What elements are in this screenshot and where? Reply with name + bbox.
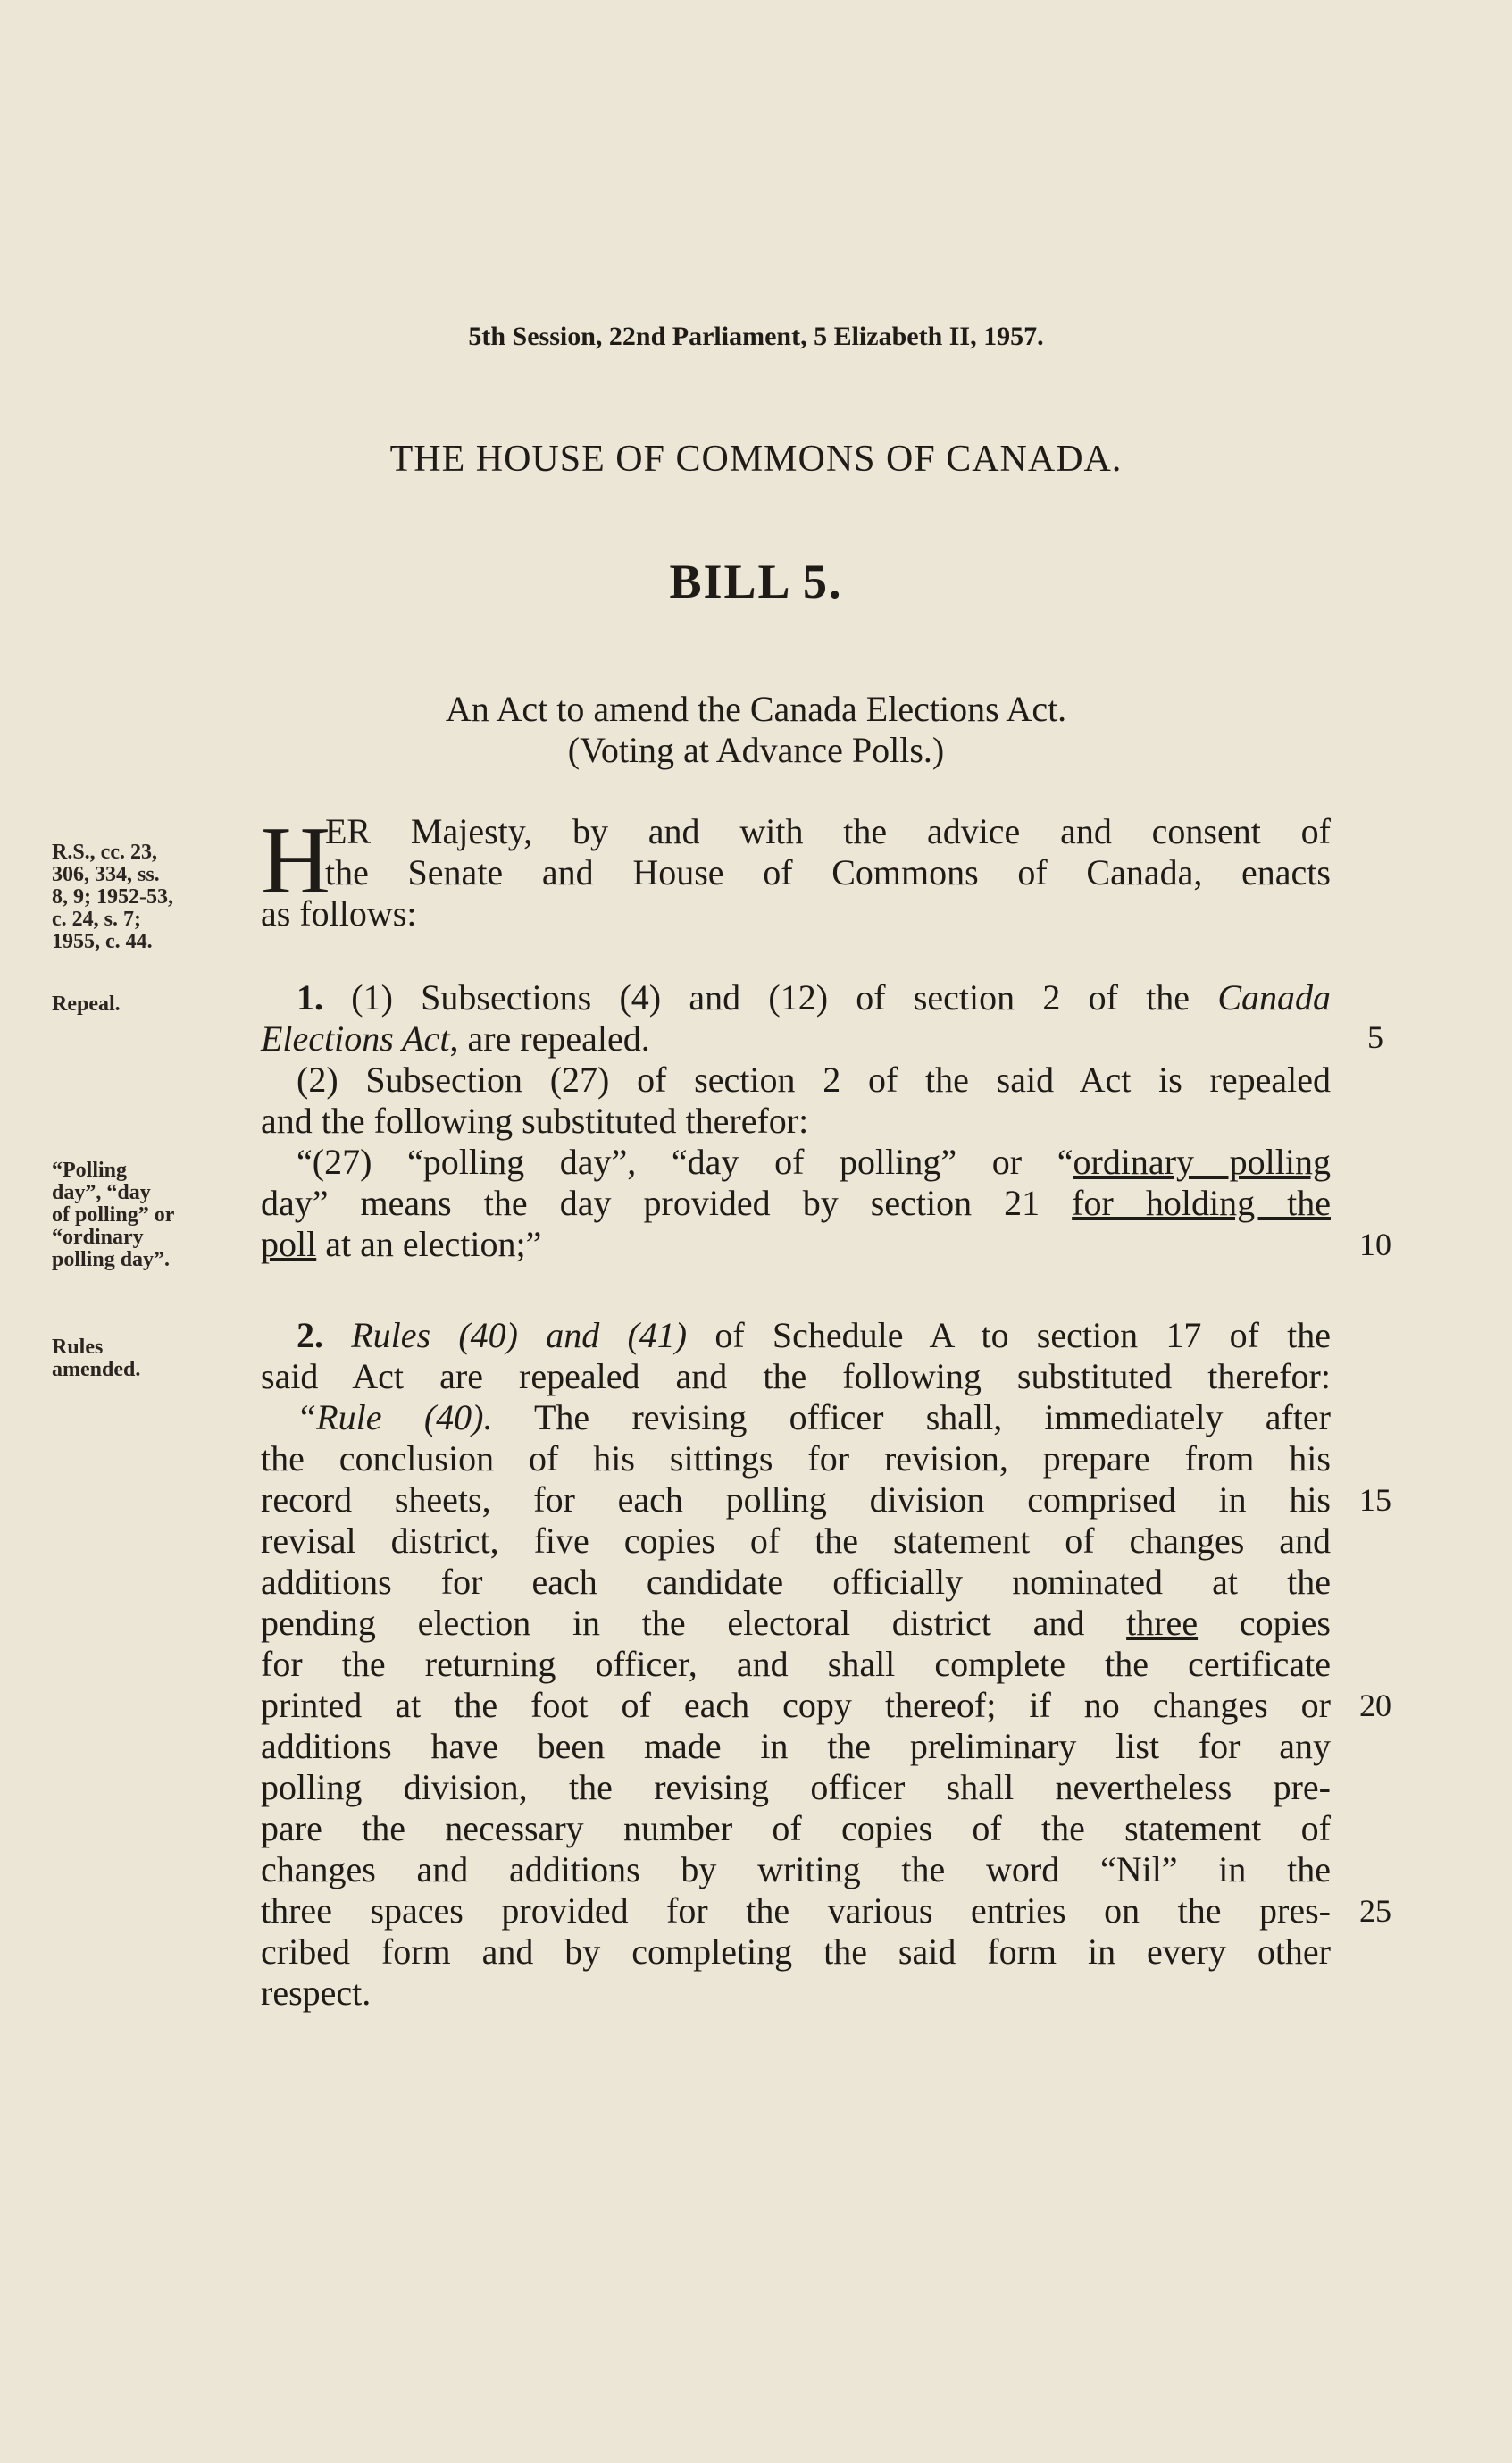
line-number: 20: [1359, 1688, 1391, 1723]
section1-line-5: “(27) “polling day”, “day of polling” or “ordinary polling: [297, 1142, 1331, 1182]
section-number: 1.: [297, 977, 323, 1018]
section2-line-11: additions have been made in the preliminary list for any: [261, 1726, 1331, 1766]
session-heading: 5th Session, 22nd Parliament, 5 Elizabeth II, 1957.: [468, 322, 1044, 351]
section2-line-5: record sheets, for each polling division comprised in his: [261, 1479, 1331, 1520]
enacting-line-3: as follows:: [261, 893, 417, 934]
line-number: 15: [1359, 1482, 1391, 1518]
bill-number: BILL 5.: [669, 555, 843, 608]
act-subtitle: (Voting at Advance Polls.): [567, 730, 945, 770]
section2-line-4: the conclusion of his sittings for revision, prepare from his: [261, 1438, 1331, 1479]
section2-line-8: pending election in the electoral district and three copies: [261, 1603, 1331, 1643]
section2-line-7: additions for each candidate officially nominated at the: [261, 1562, 1331, 1602]
section2-line-1: 2. Rules (40) and (41) of Schedule A to section 17 of the: [297, 1315, 1331, 1355]
enacting-line-1: ER Majesty, by and with the advice and consent of: [325, 811, 1331, 851]
section2-line-14: changes and additions by writing the word “Nil” in the: [261, 1849, 1331, 1889]
section1-line-3: (2) Subsection (27) of section 2 of the said Act is repealed: [297, 1060, 1331, 1100]
section2-line-10: printed at the foot of each copy thereof; if no changes or: [261, 1685, 1331, 1725]
line-number: 25: [1359, 1893, 1391, 1929]
section1-line-6: day” means the day provided by section 21 for holding the: [261, 1183, 1331, 1223]
margin-note-citation: R.S., cc. 23, 306, 334, ss. 8, 9; 1952-53, c. 24, s. 7; 1955, c. 44.: [52, 841, 173, 953]
drop-cap: H: [261, 808, 330, 914]
section2-line-12: polling division, the revising officer shall nevertheless pre-: [261, 1767, 1331, 1807]
section-number: 2.: [297, 1315, 323, 1355]
section2-line-2: said Act are repealed and the following substituted therefor:: [261, 1356, 1331, 1396]
section2-line-13: pare the necessary number of copies of the statement of: [261, 1808, 1331, 1848]
margin-note-rules-amended: Rules amended.: [52, 1336, 141, 1381]
section1-line-7: poll at an election;”: [261, 1224, 542, 1264]
section1-line-4: and the following substituted therefor:: [261, 1101, 809, 1141]
line-number: 10: [1359, 1227, 1391, 1262]
section2-line-15: three spaces provided for the various entries on the pres-: [261, 1890, 1331, 1931]
section2-line-16: cribed form and by completing the said form in every other: [261, 1931, 1331, 1972]
enacting-line-2: the Senate and House of Commons of Canada, enacts: [325, 852, 1331, 892]
section1-line-2: Elections Act, are repealed.: [261, 1018, 650, 1059]
line-number: 5: [1367, 1019, 1383, 1055]
section2-line-6: revisal district, five copies of the statement of changes and: [261, 1521, 1331, 1561]
section2-line-9: for the returning officer, and shall complete the certificate: [261, 1644, 1331, 1684]
margin-note-repeal: Repeal.: [52, 993, 121, 1016]
section2-line-3: “Rule (40). The revising officer shall, immediately after: [297, 1397, 1331, 1437]
margin-note-polling-day: “Polling day”, “day of polling” or “ordinary polling day”.: [52, 1159, 175, 1271]
house-heading: THE HOUSE OF COMMONS OF CANADA.: [389, 439, 1123, 480]
section2-line-17: respect.: [261, 1973, 372, 2013]
section1-line-1: 1. (1) Subsections (4) and (12) of section 2 of the Canada: [297, 977, 1331, 1018]
act-title: An Act to amend the Canada Elections Act.: [445, 689, 1067, 729]
